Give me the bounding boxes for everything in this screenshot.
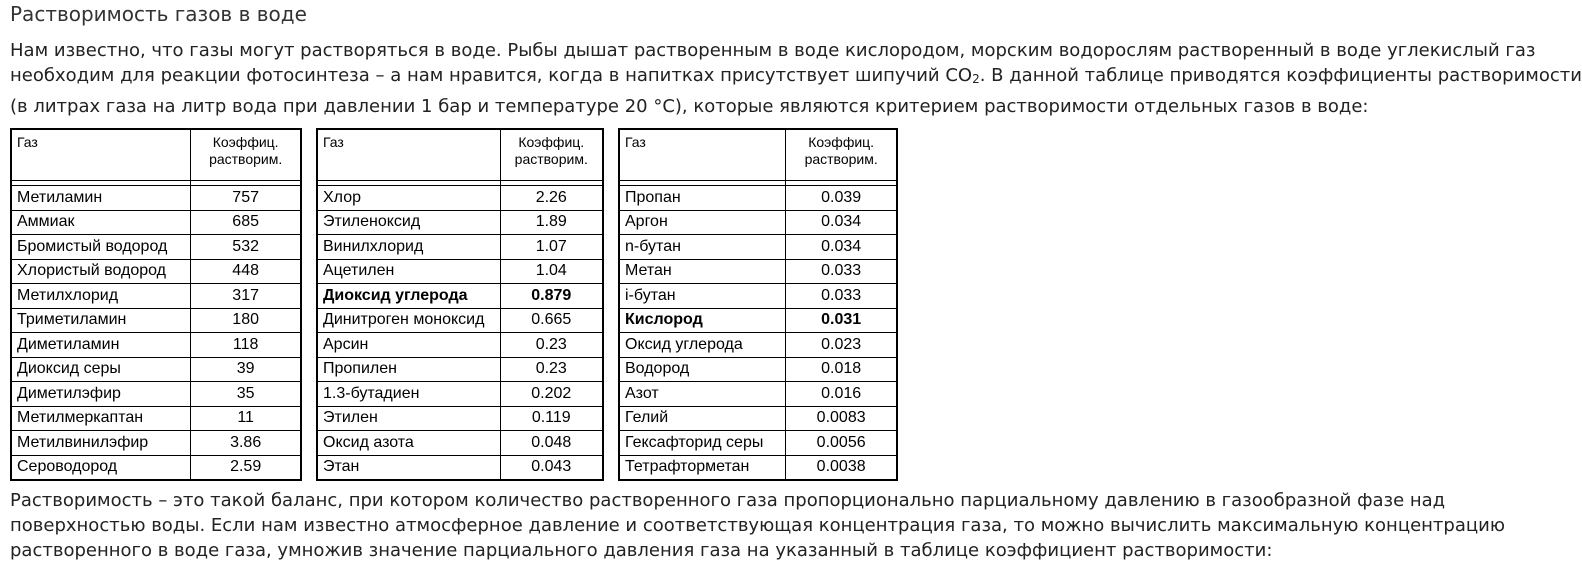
solubility-value: 0.665 (500, 308, 603, 333)
solubility-value: 0.0083 (786, 406, 897, 431)
gas-name: Динитроген моноксид (317, 308, 500, 333)
solubility-value: 1.04 (500, 259, 603, 284)
table-row (11, 284, 301, 309)
solubility-value: 180 (191, 308, 301, 333)
gas-name: Этилен (317, 406, 500, 431)
table-row (619, 308, 897, 333)
solubility-value: 532 (191, 235, 301, 260)
gas-name: Гексафторид серы (619, 431, 786, 456)
solubility-value: 0.016 (786, 382, 897, 407)
table-row (11, 382, 301, 407)
gas-name: Метилхлорид (11, 284, 191, 309)
solubility-value: 1.89 (500, 210, 603, 235)
gas-name: Аммиак (11, 210, 191, 235)
solubility-tables (10, 128, 898, 476)
solubility-value: 0.033 (786, 284, 897, 309)
intro-paragraph (10, 38, 1582, 119)
table-row (317, 357, 603, 382)
solubility-value: 0.039 (786, 186, 897, 211)
table-row (619, 455, 897, 480)
header-coefficient (191, 129, 301, 181)
gas-name: 1.3-бутадиен (317, 382, 500, 407)
solubility-value: 0.23 (500, 333, 603, 358)
solubility-value: 317 (191, 284, 301, 309)
table-row (11, 308, 301, 333)
header-coefficient-line-1: Коэффиц. (518, 134, 585, 150)
gas-name: Водород (619, 357, 786, 382)
solubility-value: 0.018 (786, 357, 897, 382)
solubility-value: 2.26 (500, 186, 603, 211)
outro-line-3: растворенного в воде газа, умножив значение парциального давления газа на указанный в таблице коэффициент растворимости: (10, 540, 1273, 561)
gas-name: Сероводород (11, 455, 191, 480)
table-row (619, 284, 897, 309)
solubility-value: 0.031 (786, 308, 897, 333)
table-row (619, 406, 897, 431)
solubility-value: 757 (191, 186, 301, 211)
solubility-value: 0.043 (500, 455, 603, 480)
gas-name: n-бутан (619, 235, 786, 260)
gas-name: Метилвинилэфир (11, 431, 191, 456)
gas-name: Гелий (619, 406, 786, 431)
table-row (11, 259, 301, 284)
outro-paragraph (10, 488, 1505, 563)
gas-name: Этиленоксид (317, 210, 500, 235)
gas-name: Тетрафторметан (619, 455, 786, 480)
solubility-value: 0.23 (500, 357, 603, 382)
table-row (11, 357, 301, 382)
table-row (317, 259, 603, 284)
outro-line-1: Растворимость – это такой баланс, при котором количество растворенного газа пропорционально парциальному давлению в газообразной фазе над (10, 490, 1446, 511)
gas-name: Хлористый водород (11, 259, 191, 284)
solubility-value: 11 (191, 406, 301, 431)
table-row (619, 235, 897, 260)
intro-line-1: Нам известно, что газы могут растворяться в воде. Рыбы дышат растворенным в воде кислородом, морским водорослям растворенный в воде углекислый газ (10, 40, 1536, 61)
table-row (619, 357, 897, 382)
solubility-value: 0.023 (786, 333, 897, 358)
gas-name: Диоксид углерода (317, 284, 500, 309)
gas-name: Азот (619, 382, 786, 407)
table-row (11, 210, 301, 235)
header-gas: Газ (619, 129, 786, 181)
header-coefficient-line-2: растворим. (804, 151, 878, 167)
co2-subscript: 2 (972, 72, 980, 86)
outro-line-2: поверхностью воды. Если нам известно атмосферное давление и соответствующая концентрация газа, то можно вычислить максимальную концентрацию (10, 515, 1505, 536)
solubility-value: 39 (191, 357, 301, 382)
gas-name: Метиламин (11, 186, 191, 211)
solubility-value: 0.033 (786, 259, 897, 284)
table-row (317, 431, 603, 456)
intro-line-2 (10, 63, 1582, 88)
solubility-value: 0.034 (786, 235, 897, 260)
gas-name: Аргон (619, 210, 786, 235)
gas-name: Диоксид серы (11, 357, 191, 382)
table-header-row (619, 129, 897, 181)
table-row (317, 455, 603, 480)
table-row (317, 210, 603, 235)
gas-name: Метан (619, 259, 786, 284)
solubility-value: 0.0038 (786, 455, 897, 480)
solubility-value: 0.034 (786, 210, 897, 235)
solubility-value: 3.86 (191, 431, 301, 456)
table-row (11, 235, 301, 260)
header-coefficient (786, 129, 897, 181)
table-row (11, 431, 301, 456)
gas-name: i-бутан (619, 284, 786, 309)
gas-name: Пропан (619, 186, 786, 211)
header-coefficient-line-2: растворим. (209, 151, 283, 167)
gas-name: Арсин (317, 333, 500, 358)
solubility-value: 0.202 (500, 382, 603, 407)
solubility-value: 0.119 (500, 406, 603, 431)
table-row (317, 235, 603, 260)
solubility-value: 685 (191, 210, 301, 235)
gas-name: Диметилэфир (11, 382, 191, 407)
table-row (11, 186, 301, 211)
solubility-value: 35 (191, 382, 301, 407)
table-row (317, 406, 603, 431)
gas-name: Метилмеркаптан (11, 406, 191, 431)
table-row (317, 308, 603, 333)
gas-name: Кислород (619, 308, 786, 333)
table-row (619, 186, 897, 211)
gas-name: Пропилен (317, 357, 500, 382)
header-coefficient-line-2: растворим. (514, 151, 588, 167)
gas-name: Триметиламин (11, 308, 191, 333)
table-row (619, 382, 897, 407)
table-row (619, 333, 897, 358)
solubility-value: 448 (191, 259, 301, 284)
table-row (317, 284, 603, 309)
header-coefficient (500, 129, 603, 181)
solubility-table (10, 128, 302, 481)
solubility-table (316, 128, 604, 481)
gas-name: Этан (317, 455, 500, 480)
gas-name: Винилхлорид (317, 235, 500, 260)
solubility-value: 0.879 (500, 284, 603, 309)
table-row (11, 406, 301, 431)
header-coefficient-line-1: Коэффиц. (212, 134, 279, 150)
table-row (619, 431, 897, 456)
header-gas: Газ (11, 129, 191, 181)
solubility-table (618, 128, 898, 481)
header-gas: Газ (317, 129, 500, 181)
table-row (11, 455, 301, 480)
gas-name: Бромистый водород (11, 235, 191, 260)
table-row (317, 382, 603, 407)
gas-name: Диметиламин (11, 333, 191, 358)
solubility-value: 0.048 (500, 431, 603, 456)
intro-line-2-end: . В данной таблице приводятся коэффициенты растворимости (979, 65, 1582, 86)
page-title: Растворимость газов в воде (10, 2, 307, 26)
gas-name: Ацетилен (317, 259, 500, 284)
intro-line-2-start: необходим для реакции фотосинтеза – а нам нравится, когда в напитках присутствует шипучий CO (10, 65, 973, 86)
gas-name: Оксид углерода (619, 333, 786, 358)
table-header-row (317, 129, 603, 181)
solubility-value: 2.59 (191, 455, 301, 480)
table-row (317, 333, 603, 358)
header-coefficient-line-1: Коэффиц. (808, 134, 875, 150)
solubility-value: 0.0056 (786, 431, 897, 456)
table-header-row (11, 129, 301, 181)
intro-line-3: (в литрах газа на литр вода при давлении 1 бар и температуре 20 °C), которые являются критерием растворимости отдельных газов в воде: (10, 96, 1369, 117)
table-row (317, 186, 603, 211)
gas-name: Оксид азота (317, 431, 500, 456)
solubility-value: 1.07 (500, 235, 603, 260)
gas-name: Хлор (317, 186, 500, 211)
table-row (11, 333, 301, 358)
table-row (619, 259, 897, 284)
solubility-value: 118 (191, 333, 301, 358)
table-row (619, 210, 897, 235)
